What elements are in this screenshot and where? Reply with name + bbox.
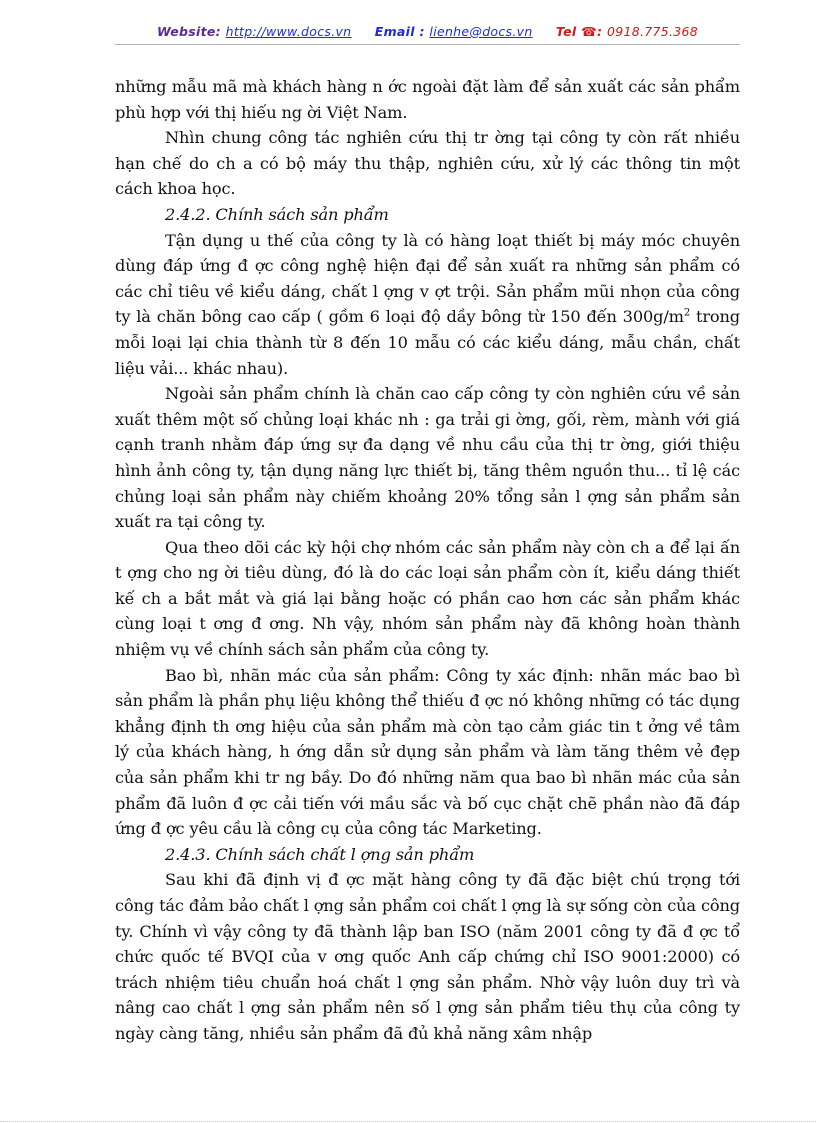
body-text [115, 74, 740, 1047]
email-link[interactable]: lienhe@docs.vn [429, 24, 533, 39]
paragraph [115, 228, 740, 382]
page-header [115, 24, 740, 39]
website-label: Website: [156, 24, 221, 39]
section-heading: 2.4.2. Chính sách sản phẩm [165, 204, 389, 224]
paragraph: Nhìn chung công tác nghiên cứu thị tr ờng tại công ty còn rất nhiều hạn chế do ch a có bộ máy thu thập, nghiên cứu, xử lý các thông tin một cách khoa học. [115, 128, 740, 199]
paragraph: Ngoài sản phẩm chính là chăn cao cấp công ty còn nghiên cứu về sản xuất thêm một số chủng loại khác nh : ga trải gi ờng, gối, rèm, mành với giá cạnh tranh nhằm đáp ứng sự đa dạng về nhu cầu của thị tr ờng, giới thiệu hình ảnh công ty, tận dụng năng lực thiết bị, tăng thêm nguồn thu... tỉ lệ các chủng loại sản phẩm này chiếm khoảng 20% tổng sản l ợng sản phẩm sản xuất ra tại công ty. [115, 384, 740, 532]
phone-number: 0918.775.368 [606, 24, 699, 39]
website-link[interactable]: http://www.docs.vn [225, 24, 352, 39]
paragraph: những mẫu mã mà khách hàng n ớc ngoài đặt làm để sản xuất các sản phẩm phù hợp với thị hiếu ng ời Việt Nam. [115, 77, 740, 122]
paragraph: Bao bì, nhãn mác của sản phẩm: Công ty xác định: nhãn mác bao bì sản phẩm là phần phụ liệu không thể thiếu đ ợc nó không những có tác dụng khẳng định th ơng hiệu của sản phẩm mà còn tạo cảm giác tin t ởng về tâm lý của khách hàng, h ớng dẫn sử dụng sản phẩm và làm tăng thêm vẻ đẹp của sản phẩm khi tr ng bầy. Do đó những năm qua bao bì nhãn mác của sản phẩm đã luôn đ ợc cải tiến với mầu sắc và bố cục chặt chẽ phần nào đã đáp ứng đ ợc yêu cầu là công cụ của công tác Marketing. [115, 665, 740, 839]
superscript: 2 [683, 307, 691, 319]
page-bottom-border [0, 1121, 816, 1122]
phone-separator: : [596, 24, 603, 39]
email-label: Email : [374, 24, 425, 39]
paragraph-text: Tận dụng u thế của công ty là có hàng loạt thiết bị máy móc chuyên dùng đáp ứng đ ợc công nghệ hiện đại để sản xuất ra những sản phẩm có các chỉ tiêu về kiểu dáng, chất l ợng v ợt trội. Sản phẩm mũi nhọn của công ty là chăn bông cao cấp ( gồm 6 loại độ dầy bông từ 150 đến 300g/m [115, 230, 740, 327]
tel-label: Tel [555, 24, 577, 39]
phone-icon: ☎ [581, 24, 597, 39]
paragraph: Sau khi đã định vị đ ợc mặt hàng công ty đã đặc biệt chú trọng tới công tác đảm bảo chất l ợng sản phẩm coi chất l ợng là sự sống còn của công ty. Chính vì vậy công ty đã thành lập ban ISO (năm 2001 công ty đã đ ợc tổ chức quốc tế BVQI của v ơng quốc Anh cấp chứng chỉ ISO 9001:2000) có trách nhiệm tiêu chuẩn hoá chất l ợng sản phẩm. Nhờ vậy luôn duy trì và nâng cao chất l ợng sản phẩm nên số l ợng sản phẩm tiêu thụ của công ty ngày càng tăng, nhiều sản phẩm đã đủ khả năng xâm nhập [115, 870, 740, 1043]
paragraph: Qua theo dõi các kỳ hội chợ nhóm các sản phẩm này còn ch a để lại ấn t ợng cho ng ời tiêu dùng, đó là do các loại sản phẩm còn ít, kiểu dáng thiết kế ch a bắt mắt và giá lại bằng hoặc có phần cao hơn các sản phẩm khác cùng loại t ơng đ ơng. Nh vậy, nhóm sản phẩm này đã không hoàn thành nhiệm vụ về chính sách sản phẩm của công ty. [115, 537, 740, 660]
paragraph-text: trong mỗi loại lại chia thành từ 8 đến 10 mẫu có các kiểu dáng, mẫu chần, chất liệu vải... khác nhau). [115, 307, 740, 378]
section-heading: 2.4.3. Chính sách chất l ợng sản phẩm [165, 844, 475, 864]
header-divider [115, 44, 740, 45]
